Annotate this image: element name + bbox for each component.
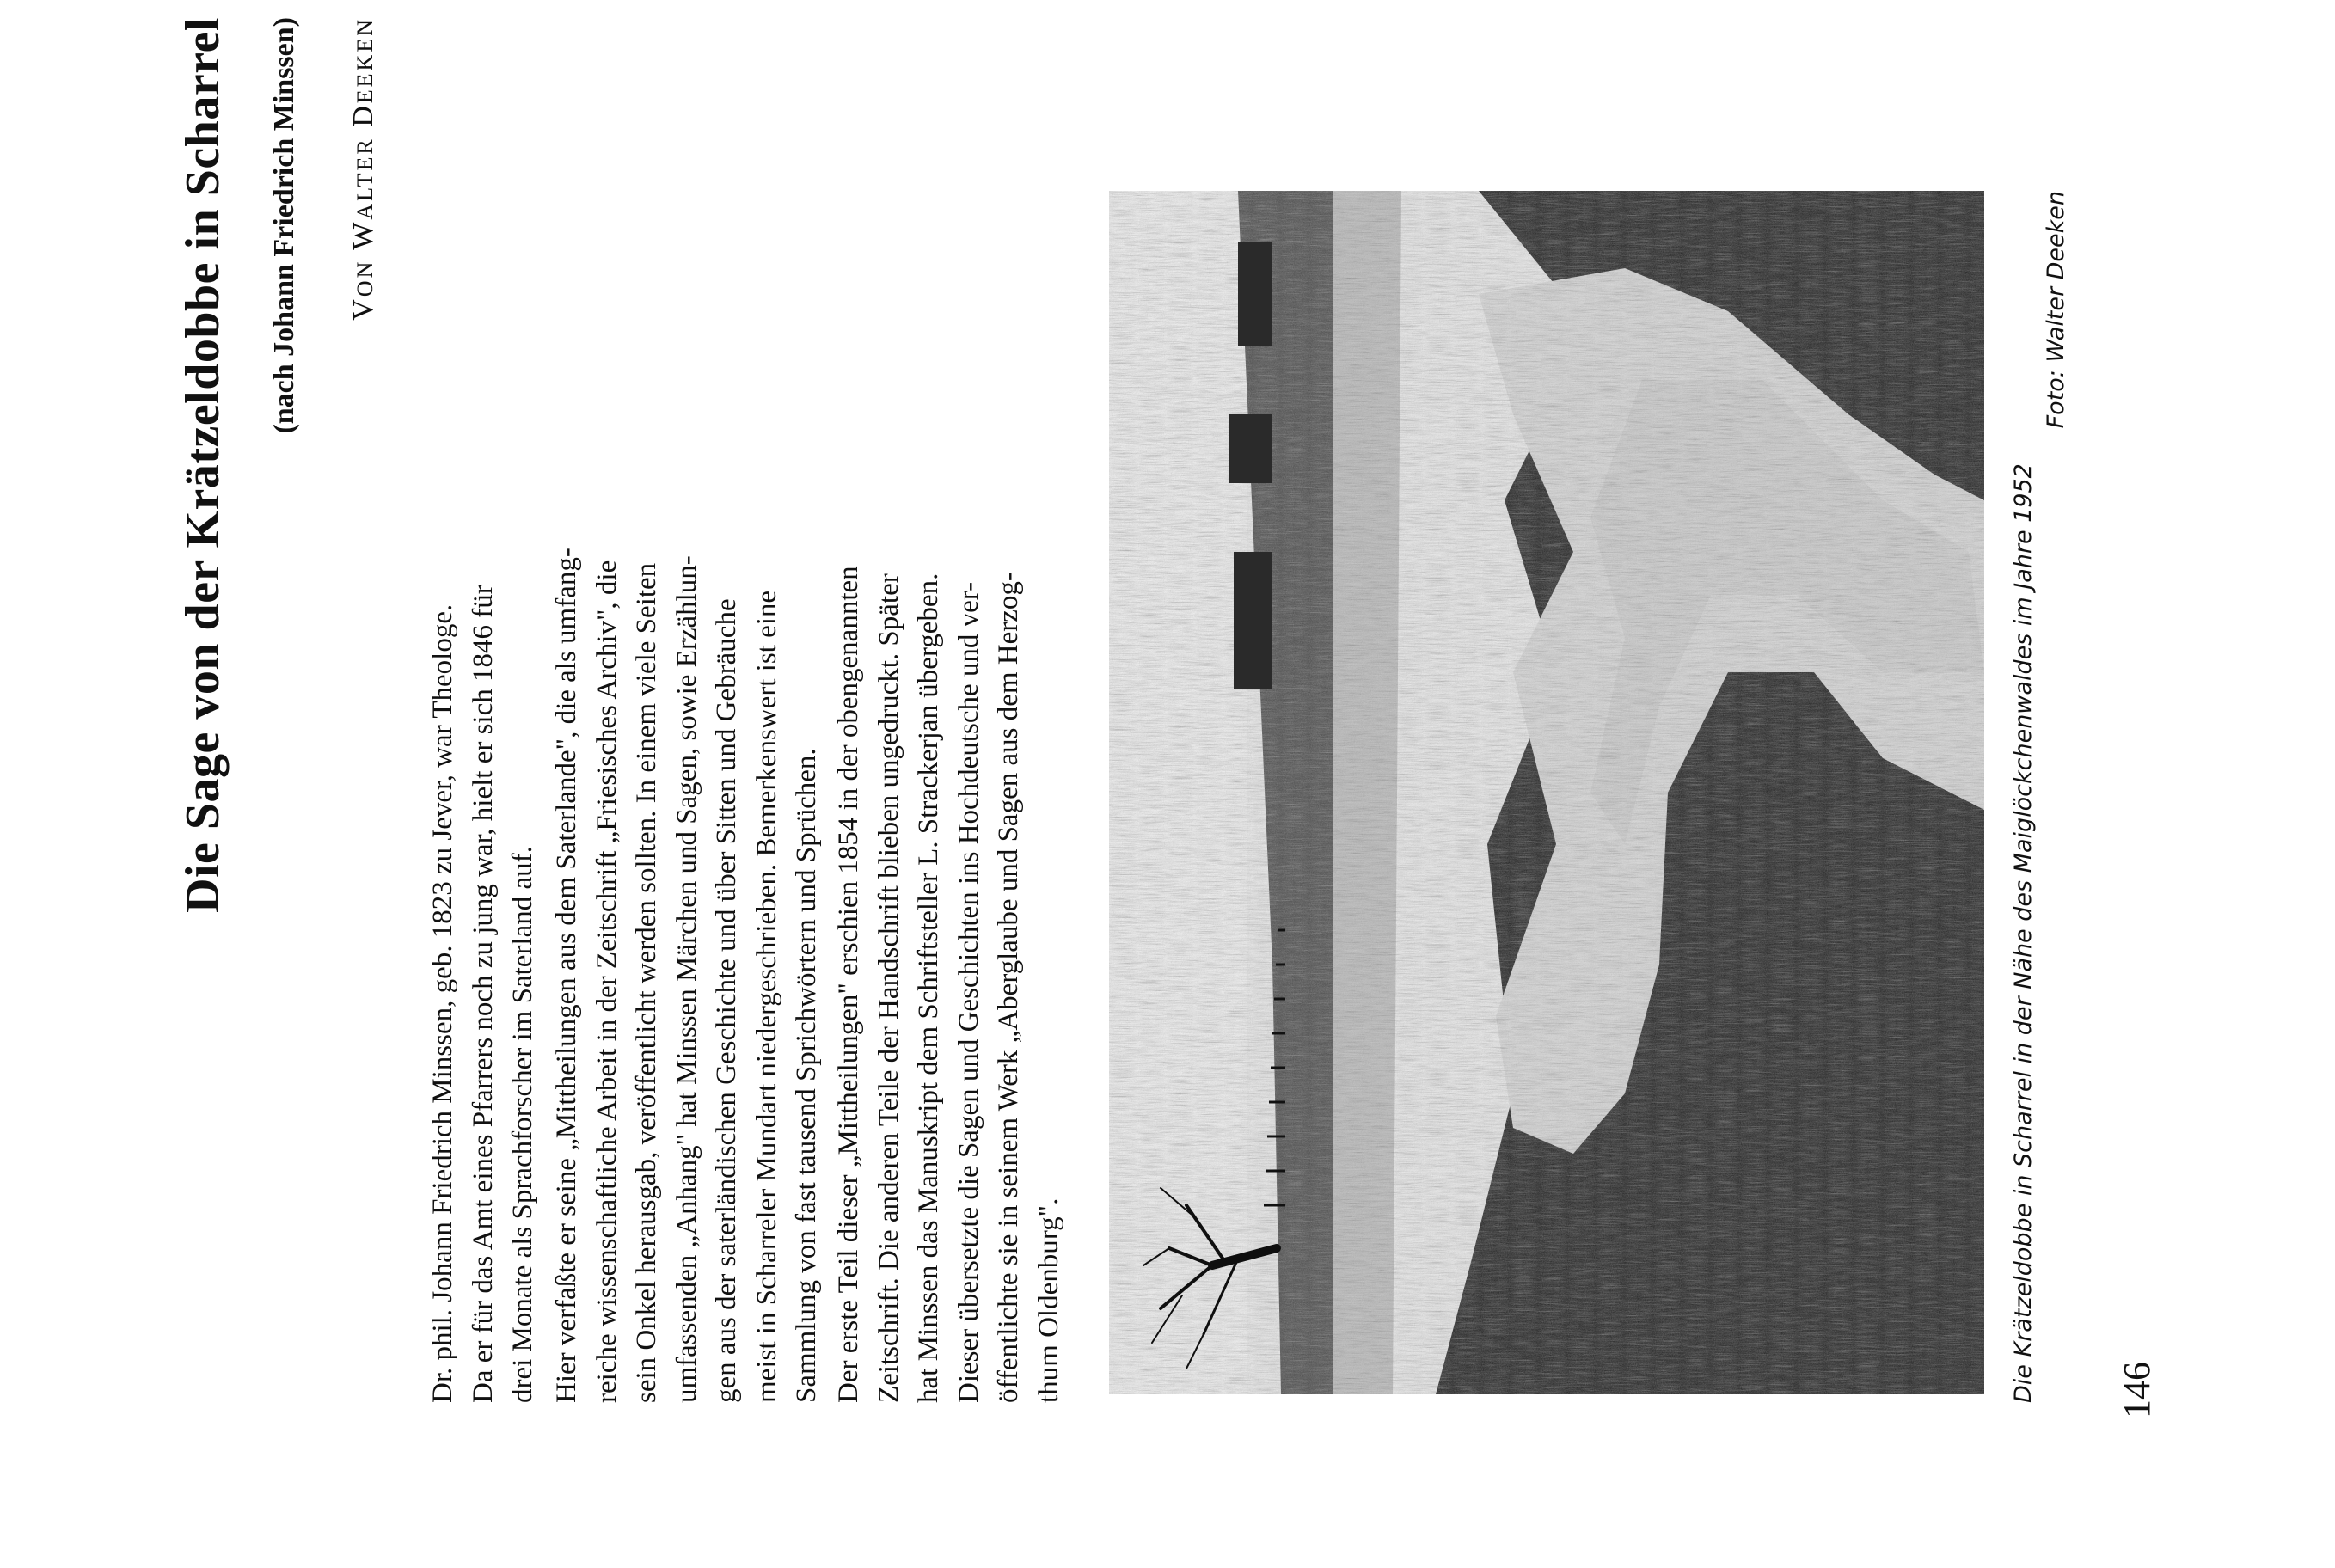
paragraph-2 bbox=[547, 191, 830, 1403]
page-number-block bbox=[2111, 1324, 2163, 1418]
article-subtitle: (nach Johann Friedrich Minssen) bbox=[268, 17, 300, 434]
figure-credit: Foto: Walter Deeken bbox=[2043, 191, 2069, 429]
article-subtitle-block bbox=[265, 17, 308, 1057]
article-author: VON WALTER DEEKEN bbox=[347, 17, 379, 321]
paragraph-line: öffentlichte sie in seinem Werk „Aberglaube und Sagen aus dem Herzog- bbox=[993, 572, 1024, 1403]
figure-caption: Die Krätzeldobbe in Scharrel in der Nähe des Maiglöckchenwaldes im Jahre 1952 bbox=[2010, 463, 2037, 1403]
paragraph-line: Dr. phil. Johann Friedrich Minssen, geb. 1823 zu Jever, war Theologe. bbox=[427, 603, 458, 1403]
paragraph-line: umfassenden „Anhang" hat Minssen Märchen und Sagen, sowie Erzählun- bbox=[671, 555, 702, 1403]
page-number: 146 bbox=[2116, 1362, 2158, 1418]
paragraph-line: Der erste Teil dieser „Mittheilungen" erschien 1854 in der obengenannten bbox=[833, 566, 864, 1403]
paragraph-line: Dieser übersetzte die Sagen und Geschichten ins Hochdeutsche und ver- bbox=[953, 581, 984, 1403]
paragraph-line: drei Monate als Sprachforscher im Saterland auf. bbox=[507, 846, 538, 1403]
article-author-block bbox=[344, 17, 387, 959]
paragraph-line: Sammlung von fast tausend Sprichwörtern und Sprüchen. bbox=[791, 748, 822, 1403]
paragraph-line: sein Onkel herausgab, veröffentlicht werden sollten. In einem viele Seiten bbox=[631, 562, 662, 1403]
paragraph-line: gen aus der saterländischen Geschichte und über Sitten und Gebräuche bbox=[711, 598, 742, 1403]
paragraph-3 bbox=[829, 191, 1078, 1403]
paragraph-line: Hier verfaßte er seine „Mittheilungen aus dem Saterlande", die als umfang- bbox=[551, 548, 582, 1403]
paragraph-line: meist in Scharreler Mundart niedergeschrieben. Bemerkenswert ist eine bbox=[751, 590, 782, 1403]
paragraph-line: thum Oldenburg". bbox=[1033, 1197, 1064, 1403]
paragraph-line: reiche wissenschaftliche Arbeit in der Zeitschrift „Friesisches Archiv", die bbox=[591, 560, 622, 1403]
paragraph-1 bbox=[423, 191, 547, 1403]
landscape-photo bbox=[1109, 191, 1984, 1394]
paragraph-line: Da er für das Amt eines Pfarrers noch zu jung war, hielt er sich 1846 für bbox=[467, 585, 499, 1403]
paragraph-line: Zeitschrift. Die anderen Teile der Handschrift blieben ungedruckt. Später bbox=[873, 573, 904, 1403]
paragraph-line: hat Minssen das Manuskript dem Schriftsteller L. Strackerjan übergeben. bbox=[913, 573, 944, 1403]
article-title-block bbox=[172, 17, 237, 1281]
article-title: Die Sage von der Krätzeldobbe in Scharrel bbox=[176, 17, 230, 913]
figure-caption-block bbox=[2007, 191, 2081, 1403]
